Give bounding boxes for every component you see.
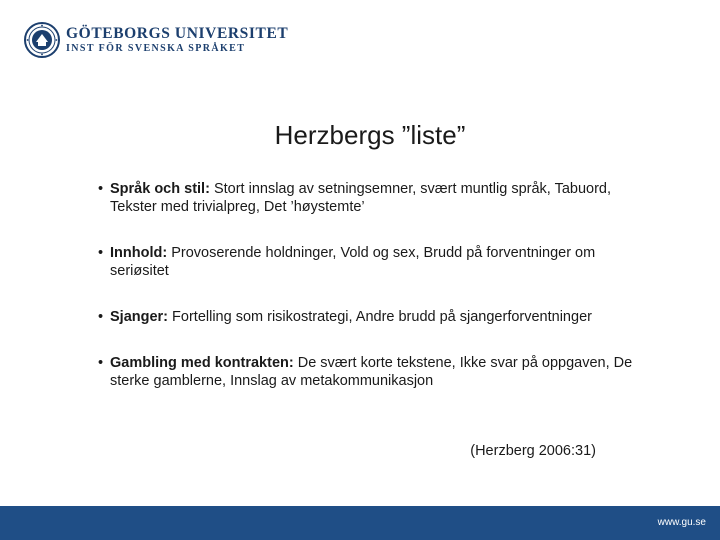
bullet-item (96, 180, 656, 216)
bullet-item (96, 308, 656, 326)
bullet-label: Gambling med kontrakten: (110, 355, 294, 371)
university-header (24, 18, 288, 62)
bullet-dot-icon: • (98, 245, 104, 261)
bullet-text: Stort innslag av setningsemner, svært muntlig språk, Tabuord, Tekster med trivialpreg, Det ’høystemte’ (110, 181, 612, 215)
footer-bar (0, 506, 720, 540)
bullet-dot-icon: • (98, 355, 104, 371)
university-logo-text (66, 26, 288, 55)
bullet-item (96, 354, 656, 390)
bullet-label: Innhold: (110, 245, 168, 261)
bullet-dot-icon: • (98, 181, 104, 197)
university-seal-icon (24, 22, 60, 58)
bullet-text: Fortelling som risikostrategi, Andre brudd på sjangerforventninger (168, 309, 592, 325)
bullet-list (96, 180, 656, 418)
slide-title: Herzbergs ”liste” (274, 120, 466, 150)
department-name: INST FÖR SVENSKA SPRÅKET (66, 42, 246, 54)
bullet-text: Provoserende holdninger, Vold og sex, Brudd på forventninger om seriøsitet (110, 245, 596, 279)
bullet-dot-icon: • (98, 309, 104, 325)
bullet-label: Sjanger: (110, 309, 169, 325)
footer-url-link[interactable]: www.gu.se (657, 517, 706, 528)
bullet-item (96, 244, 656, 280)
bullet-label: Språk och stil: (110, 181, 210, 197)
citation: (Herzberg 2006:31) (470, 443, 596, 459)
bullet-text: De svært korte tekstene, Ikke svar på oppgaven, De sterke gamblerne, Innslag av metakommunikasjon (110, 355, 633, 389)
university-name: GÖTEBORGS UNIVERSITET (66, 24, 289, 42)
